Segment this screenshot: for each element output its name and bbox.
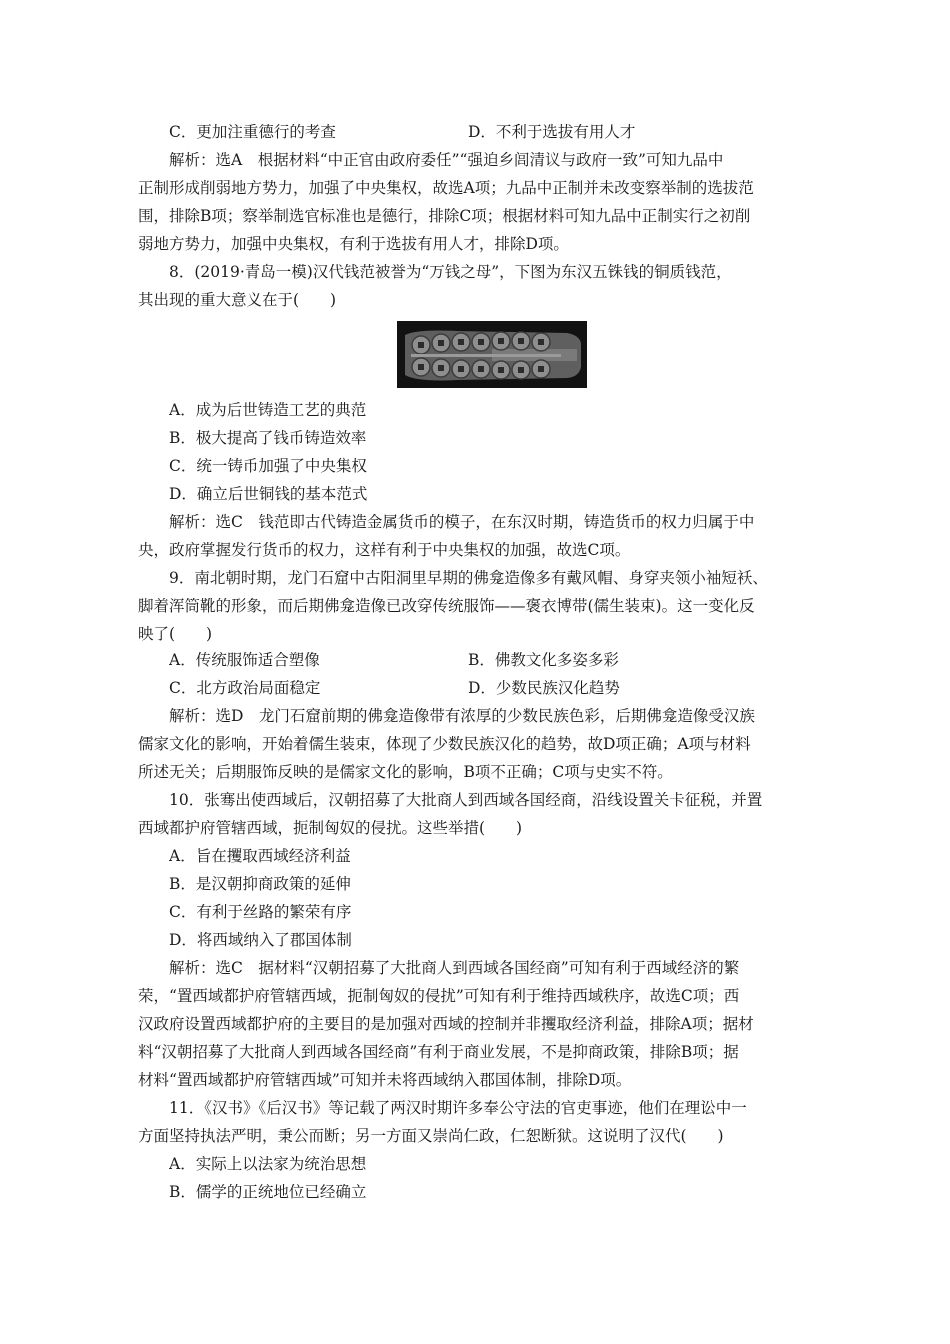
- q10-option: B．是汉朝抑商政策的延伸: [169, 875, 351, 893]
- q9-option-b: B．佛教文化多姿多彩: [468, 651, 619, 669]
- q10-stem-line: 西域都护府管辖西域，扼制匈奴的侵扰。这些举措( ): [138, 819, 523, 837]
- q8-analysis-line: 央，政府掌握发行货币的权力，这样有利于中央集权的加强，故选C项。: [138, 541, 631, 559]
- q8-stem-line: 8．(2019·青岛一模)汉代钱范被誉为“万钱之母”，下图为东汉五铢钱的铜质钱范，: [169, 263, 732, 281]
- q8-option: A．成为后世铸造工艺的典范: [169, 401, 367, 419]
- q8-option: D．确立后世铜钱的基本范式: [169, 485, 368, 503]
- q9-analysis-line: 所述无关；后期服饰反映的是儒家文化的影响，B项不正确；C项与史实不符。: [138, 763, 673, 781]
- q10-analysis-line: 汉政府设置西域都护府的主要目的是加强对西域的控制并非攫取经济利益，排除A项；据材: [138, 1015, 754, 1033]
- q10-option: D．将西域纳入了郡国体制: [169, 931, 352, 949]
- q9-option-d: D．少数民族汉化趋势: [468, 679, 620, 697]
- q8-analysis-line: 解析：选C 钱范即古代铸造金属货币的模子，在东汉时期，铸造货币的权力归属于中: [169, 513, 755, 531]
- q7-analysis-line: 正制形成削弱地方势力，加强了中央集权，故选A项；九品中正制并未改变察举制的选拔范: [138, 179, 754, 197]
- q11-option: B．儒学的正统地位已经确立: [169, 1183, 367, 1201]
- q9-analysis-line: 儒家文化的影响，开始着儒生装束，体现了少数民族汉化的趋势，故D项正确；A项与材料: [138, 735, 751, 753]
- q7-analysis-line: 围，排除B项；察举制选官标准也是德行，排除C项；根据材料可知九品中正制实行之初削: [138, 207, 751, 225]
- q9-stem-line: 9．南北朝时期，龙门石窟中古阳洞里早期的佛龛造像多有戴风帽、身穿夹领小袖短袄、: [169, 569, 768, 587]
- q9-option-a: A．传统服饰适合塑像: [169, 651, 320, 669]
- q10-analysis-line: 解析：选C 据材料“汉朝招募了大批商人到西域各国经商”可知有利于西域经济的繁: [169, 959, 740, 977]
- q11-option: A．实际上以法家为统治思想: [169, 1155, 367, 1173]
- q11-stem-line: 方面坚持执法严明，秉公而断；另一方面又崇尚仁政，仁恕断狱。这说明了汉代( ): [138, 1127, 724, 1145]
- q8-stem-line: 其出现的重大意义在于( ): [138, 291, 337, 309]
- q11-stem-line: 11．《汉书》《后汉书》等记载了两汉时期许多奉公守法的官吏事迹，他们在理讼中一: [169, 1099, 747, 1117]
- q10-analysis-line: 荣，“置西域都护府管辖西域，扼制匈奴的侵扰”可知有利于维持西域秩序，故选C项；西: [138, 987, 740, 1005]
- q9-analysis-line: 解析：选D 龙门石窟前期的佛龛造像带有浓厚的少数民族色彩，后期佛龛造像受汉族: [169, 707, 755, 725]
- q10-stem-line: 10．张骞出使西域后，汉朝招募了大批商人到西域各国经商，沿线设置关卡征税，并置: [169, 791, 763, 809]
- q10-option: A．旨在攫取西域经济利益: [169, 847, 351, 865]
- q10-analysis-line: 材料“置西域都护府管辖西域”可知并未将西域纳入郡国体制，排除D项。: [138, 1071, 632, 1089]
- q9-stem-line: 映了( ): [138, 625, 213, 643]
- q9-option-c: C．北方政治局面稳定: [169, 679, 321, 697]
- q7-option-c: C．更加注重德行的考查: [169, 123, 336, 141]
- q7-option-d: D．不利于选拔有用人才: [468, 123, 636, 141]
- q7-analysis-line: 弱地方势力，加强中央集权，有利于选拔有用人才，排除D项。: [138, 235, 569, 253]
- q10-option: C．有利于丝路的繁荣有序: [169, 903, 352, 921]
- q7-analysis-line: 解析：选A 根据材料“中正官由政府委任”“强迫乡闾清议与政府一致”可知九品中: [169, 151, 724, 169]
- q9-stem-line: 脚着浑筒靴的形象，而后期佛龛造像已改穿传统服饰——褒衣博带(儒生装束)。这一变化反: [138, 597, 755, 615]
- q8-option: C．统一铸币加强了中央集权: [169, 457, 367, 475]
- q8-option: B．极大提高了钱币铸造效率: [169, 429, 367, 447]
- q10-analysis-line: 料“汉朝招募了大批商人到西域各国经商”有利于商业发展，不是抑商政策，排除B项；据: [138, 1043, 739, 1061]
- coin-mold-photo-icon: [397, 321, 587, 388]
